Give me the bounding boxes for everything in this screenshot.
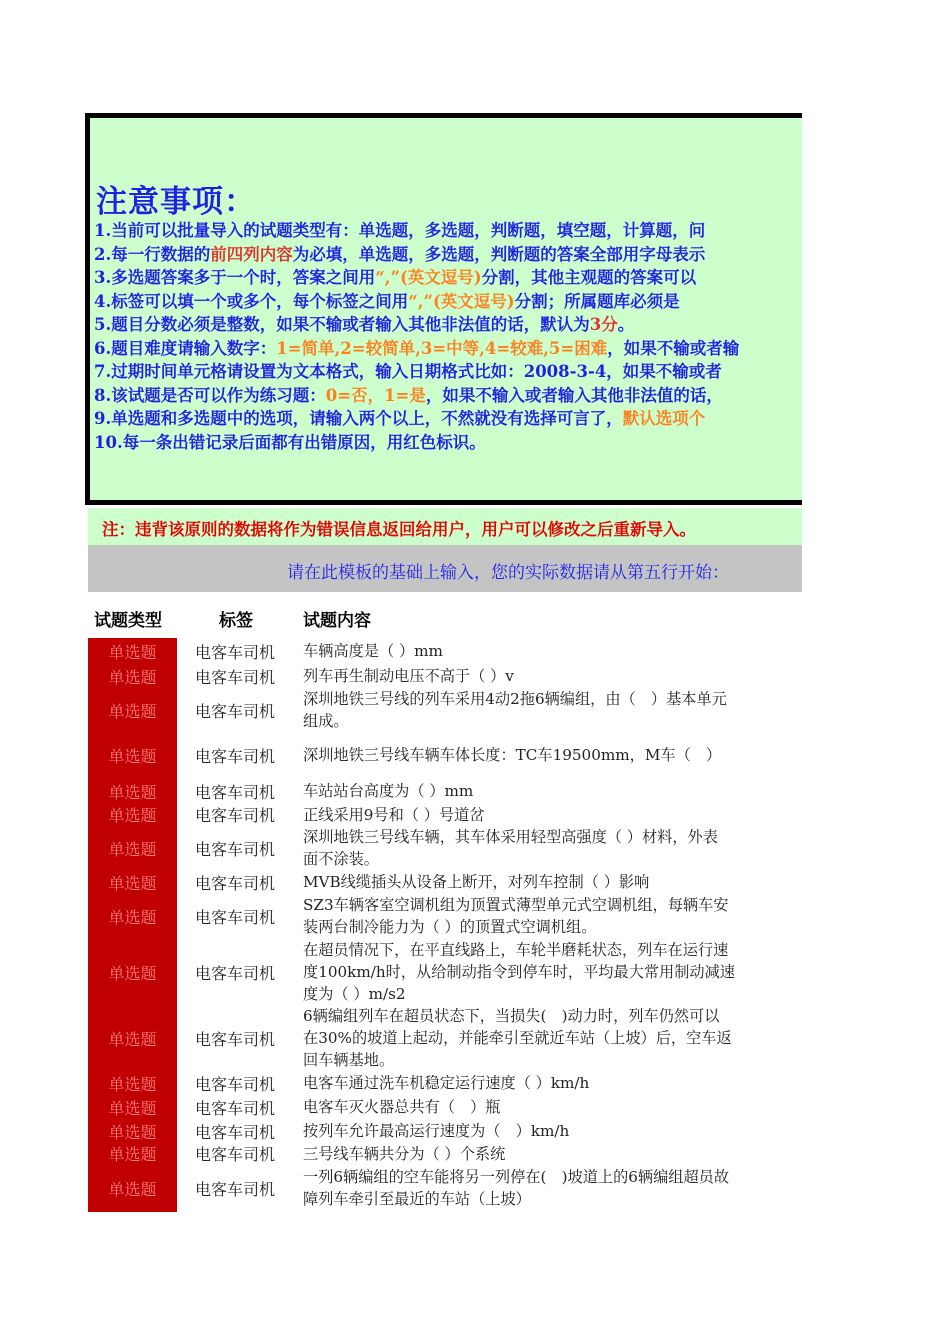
notice-item [94,243,802,267]
content-line: 组成。 [303,712,349,730]
content-line: 度100km/h时，从给制动指令到停车时，平均最大常用制动减速 [303,963,735,981]
content-line: 电客车通过洗车机稳定运行速度（ ）km/h [303,1074,590,1092]
notice-title: 注意事项： [96,184,256,220]
notice-segment: 9.单选题和多选题中的选项，请输入两个以上，不然就没有选择可言了， [94,409,623,428]
table-row[interactable] [88,804,802,825]
notice-item [94,266,802,290]
table-row[interactable] [88,664,802,688]
content-line: 按列车允许最高运行速度为（ ）km/h [303,1122,570,1140]
notice-item [94,337,802,361]
content-line: 装两台制冷能力为（ ）的顶置式空调机组。 [303,918,597,936]
notice-segment: 默认选项个 [622,409,706,428]
notice-segment: 6.题目难度请输入数字： [94,338,277,358]
content-line: 在30%的坡道上起动，并能牵引至就近车站（上坡）后，空车返 [303,1029,732,1047]
content-line: 深圳地铁三号线的列车采用4动2拖6辆编组，由（ ）基本单元 [303,690,727,708]
question-content-cell[interactable] [303,1005,796,1071]
table-row[interactable] [88,1164,802,1212]
notice-segment: 3.多选题答案多于一个时，答案之间用 [94,268,376,287]
tag-cell[interactable]: 电客车司机 [195,1179,276,1199]
content-line: 深圳地铁三号线车辆车体长度：TC车19500mm，M车（ ） [303,746,722,764]
notice-item [94,290,802,314]
content-line: 面不涂装。 [303,850,379,868]
notice-segment: 分割，其他主观题的答案可以 [481,268,697,287]
content-line: 障列车牵引至最近的车站（上坡） [303,1190,531,1208]
notice-segment: ，如果不输或者输 [607,338,740,358]
question-type-cell[interactable]: 单选题 [88,939,177,1005]
content-line: MVB线缆插头从设备上断开，对列车控制（ ）影响 [303,873,650,891]
notice-item [94,407,802,431]
notice-segment: 前四列内容 [210,244,293,264]
notice-segment: 1=简单,2=较简单,3=中等,4=较难,5=困难 [276,338,608,358]
question-content-cell[interactable] [303,939,796,1005]
notice-segment: 4.标签可以填一个或多个，每个标签之间用 [94,291,409,311]
content-line: 回车辆基地。 [303,1051,395,1069]
content-line: 一列6辆编组的空车能将另一列停在( )坡道上的6辆编组超员故 [303,1168,730,1186]
column-header-content[interactable]: 试题内容 [303,611,371,631]
content-line: 车辆高度是（ ）mm [303,642,443,660]
table-row[interactable] [88,732,802,778]
instruction-text: 请在此模板的基础上输入，您的实际数据请从第五行开始： [287,563,729,583]
column-header-type[interactable]: 试题类型 [94,611,162,631]
tag-cell[interactable]: 电客车司机 [195,907,276,927]
content-line: 6辆编组列车在超员状态下，当损失( )动力时，列车仍然可以 [303,1007,720,1025]
question-type-cell[interactable]: 单选题 [88,1095,177,1119]
tag-cell[interactable]: 电客车司机 [195,963,276,983]
tag-cell[interactable]: 电客车司机 [195,642,276,662]
question-content-cell[interactable] [303,732,796,778]
content-line: 在超员情况下，在平直线路上，车轮半磨耗状态，列车在运行速 [303,941,729,959]
notice-segment: “,”(英文逗号) [408,291,515,311]
question-content-cell[interactable] [303,1095,796,1119]
question-type-cell[interactable]: 单选题 [88,1005,177,1071]
table-row[interactable] [88,688,802,732]
question-content-cell[interactable] [303,825,796,871]
question-type-cell[interactable]: 单选题 [88,1164,177,1212]
question-type-cell[interactable]: 单选题 [88,825,177,871]
question-content-cell[interactable] [303,688,796,732]
question-type-cell[interactable]: 单选题 [88,732,177,778]
content-line: 正线采用9号和（ ）号道岔 [303,805,485,824]
question-type-cell[interactable]: 单选题 [88,1143,177,1164]
notice-item [94,219,802,243]
table-row[interactable] [88,939,802,1005]
notice-segment: 1.当前可以批量导入的试题类型有：单选题，多选题，判断题，填空题，计算题，问 [94,221,706,240]
table-row[interactable] [88,871,802,893]
question-content-cell[interactable] [303,1164,796,1212]
notice-segment: 分割；所属题库必须是 [514,291,680,311]
notice-panel [85,113,802,505]
tag-cell[interactable]: 电客车司机 [195,1074,276,1094]
table-row[interactable] [88,778,802,804]
tag-cell[interactable]: 电客车司机 [195,839,276,859]
table-row[interactable] [88,1119,802,1143]
tag-cell[interactable]: 电客车司机 [195,667,276,687]
table-row[interactable] [88,1095,802,1119]
warning-text: 注：违背该原则的数据将作为错误信息返回给用户，用户可以修改之后重新导入。 [102,520,696,539]
content-line: 三号线车辆共分为（ ）个系统 [303,1144,506,1163]
table-row[interactable] [88,1143,802,1164]
tag-cell[interactable]: 电客车司机 [195,746,276,766]
tag-cell[interactable]: 电客车司机 [195,1029,276,1049]
question-type-cell[interactable]: 单选题 [88,778,177,804]
notice-segment: 。 [617,315,635,334]
content-line: SZ3车辆客室空调机组为顶置式薄型单元式空调机组，每辆车安 [303,896,729,914]
question-content-cell[interactable] [303,1143,796,1164]
content-line: 深圳地铁三号线车辆，其车体采用轻型高强度（ ）材料，外表 [303,828,718,846]
instruction-row [88,545,802,592]
question-type-cell[interactable]: 单选题 [88,638,177,664]
content-line: 车站站台高度为（ ）mm [303,782,474,800]
tag-cell[interactable]: 电客车司机 [195,782,276,802]
question-content-cell[interactable] [303,893,796,939]
table-row[interactable] [88,1005,802,1071]
question-content-cell[interactable] [303,1119,796,1143]
notice-segment: 10.每一条出错记录后面都有出错原因，用红色标识。 [94,432,486,452]
question-content-cell[interactable] [303,778,796,804]
table-row[interactable] [88,825,802,871]
tag-cell[interactable]: 电客车司机 [195,873,276,893]
question-content-cell[interactable] [303,1071,796,1095]
question-type-cell[interactable]: 单选题 [88,1071,177,1095]
tag-cell[interactable]: 电客车司机 [195,1145,276,1164]
notice-item [94,313,802,337]
content-line: 列车再生制动电压不高于（ ）v [303,667,514,685]
tag-cell[interactable]: 电客车司机 [195,806,276,825]
question-type-cell[interactable]: 单选题 [88,688,177,732]
question-type-cell[interactable]: 单选题 [88,664,177,688]
column-header-tag[interactable]: 标签 [219,611,253,631]
question-type-cell[interactable]: 单选题 [88,1119,177,1143]
question-content-cell[interactable] [303,638,796,664]
table-row[interactable] [88,1071,802,1095]
question-type-cell[interactable]: 单选题 [88,893,177,939]
question-content-cell[interactable] [303,804,796,825]
notice-list [94,219,802,454]
tag-cell[interactable]: 电客车司机 [195,1098,276,1118]
notice-segment: 5.题目分数必须是整数，如果不输或者输入其他非法值的话，默认为 [94,315,590,334]
warning-row [88,508,802,545]
notice-segment: 3分 [589,315,618,334]
question-content-cell[interactable] [303,664,796,688]
notice-item [94,431,802,455]
content-line: 度为（ ）m/s2 [303,985,406,1003]
question-table [88,638,802,1212]
table-row[interactable] [88,638,802,664]
tag-cell[interactable]: 电客车司机 [195,1122,276,1142]
tag-cell[interactable]: 电客车司机 [195,701,276,721]
notice-item [94,360,802,384]
notice-segment: ，如果不输入或者输入其他非法值的话， [425,385,723,405]
question-content-cell[interactable] [303,871,796,893]
notice-segment: 8.该试题是否可以作为练习题： [94,385,326,405]
notice-segment: 0=否，1=是 [325,385,426,405]
content-line: 电客车灭火器总共有（ ）瓶 [303,1098,501,1116]
notice-item [94,384,802,408]
question-type-cell[interactable]: 单选题 [88,804,177,825]
notice-segment: 7.过期时间单元格请设置为文本格式，输入日期格式比如：2008-3-4，如果不输或者 [94,362,722,381]
notice-segment: 为必填，单选题，多选题，判断题的答案全部用字母表示 [292,244,706,264]
table-row[interactable] [88,893,802,939]
notice-segment: “,”(英文逗号) [375,268,482,287]
notice-segment: 2.每一行数据的 [94,244,211,264]
question-type-cell[interactable]: 单选题 [88,871,177,893]
